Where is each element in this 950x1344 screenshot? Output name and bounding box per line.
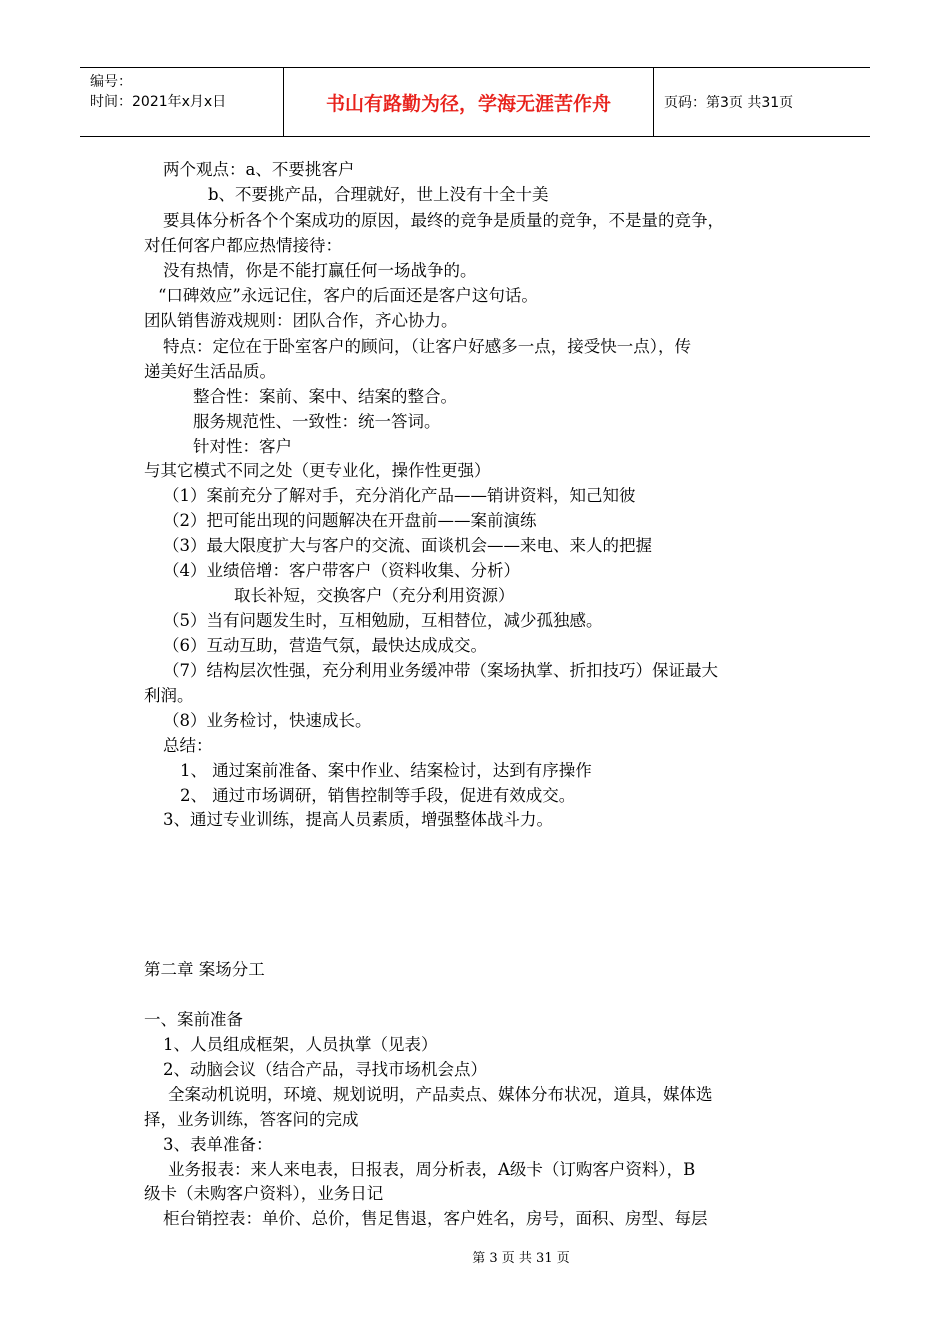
- text-line: 择，业务训练，答客问的完成: [144, 1110, 359, 1129]
- text-line: 两个观点：a、不要挑客户: [163, 160, 355, 179]
- text-line: 团队销售游戏规则：团队合作，齐心协力。: [144, 311, 458, 330]
- page-header: [80, 67, 870, 137]
- header-meta: [80, 68, 283, 136]
- text-line: “口碑效应”永远记住，客户的后面还是客户这句话。: [158, 286, 538, 305]
- text-line: 与其它模式不同之处（更专业化，操作性更强）: [144, 461, 491, 480]
- text-line: （7）结构层次性强，充分利用业务缓冲带（案场执掌、折扣技巧）保证最大: [163, 661, 718, 680]
- section-heading: 一、案前准备: [144, 1010, 243, 1029]
- text-line: （3）最大限度扩大与客户的交流、面谈机会——来电、来人的把握: [163, 536, 652, 555]
- text-line: 2、动脑会议（结合产品，寻找市场机会点）: [163, 1060, 487, 1079]
- text-line: 取长补短，交换客户（充分利用资源）: [234, 586, 515, 605]
- text-line: （1）案前充分了解对手，充分消化产品——销讲资料，知己知彼: [163, 486, 636, 505]
- text-line: 要具体分析各个个案成功的原因，最终的竞争是质量的竞争，不是量的竞争，: [163, 211, 724, 230]
- text-line: （8）业务检讨，快速成长。: [163, 711, 372, 730]
- text-line: （2）把可能出现的问题解决在开盘前——案前演练: [163, 511, 537, 530]
- chapter-heading: 第二章 案场分工: [144, 960, 265, 979]
- text-line: 2、 通过市场调研，销售控制等手段，促进有效成交。: [180, 786, 576, 805]
- text-line: 3、表单准备：: [163, 1135, 273, 1154]
- text-line: （6）互动互助，营造气氛，最快达成成交。: [163, 636, 487, 655]
- text-line: 业务报表：来人来电表，日报表，周分析表，A级卡（订购客户资料），B: [168, 1160, 696, 1179]
- text-line: （5）当有问题发生时，互相勉励，互相替位，减少孤独感。: [163, 611, 603, 630]
- text-line: 利润。: [144, 686, 194, 705]
- time-label: 时间：2021年x月x日: [90, 94, 227, 110]
- text-line: 整合性：案前、案中、结案的整合。: [193, 387, 457, 406]
- text-line: 1、人员组成框架，人员执掌（见表）: [163, 1035, 438, 1054]
- text-line: b、不要挑产品，合理就好，世上没有十全十美: [208, 185, 549, 204]
- text-line: 对任何客户都应热情接待：: [144, 236, 342, 255]
- text-line: 全案动机说明，环境、规划说明，产品卖点、媒体分布状况，道具，媒体选: [168, 1085, 713, 1104]
- text-line: 3、通过专业训练，提高人员素质，增强整体战斗力。: [163, 810, 553, 829]
- text-line: 递美好生活品质。: [144, 362, 276, 381]
- header-page-label: 页码：第3页 共31页: [664, 95, 794, 111]
- text-line: 级卡（未购客户资料），业务日记: [144, 1184, 384, 1203]
- text-line: 没有热情，你是不能打赢任何一场战争的。: [163, 261, 477, 280]
- text-line: 特点：定位在于卧室客户的顾问，（让客户好感多一点，接受快一点），传: [163, 337, 691, 356]
- text-line: 柜台销控表：单价、总价，售足售退，客户姓名，房号，面积、房型、每层: [163, 1209, 708, 1228]
- header-motto: 书山有路勤为径，学海无涯苦作舟: [283, 68, 654, 136]
- text-line: 服务规范性、一致性：统一答词。: [193, 412, 441, 431]
- text-line: 1、 通过案前准备、案中作业、结案检讨，达到有序操作: [180, 761, 592, 780]
- page-footer: 第 3 页 共 31 页: [472, 1251, 570, 1266]
- text-line: 针对性：客户: [193, 437, 292, 456]
- serial-label: 编号：: [90, 74, 132, 90]
- text-line: （4）业绩倍增：客户带客户（资料收集、分析）: [163, 561, 520, 580]
- text-line: 总结：: [163, 736, 213, 755]
